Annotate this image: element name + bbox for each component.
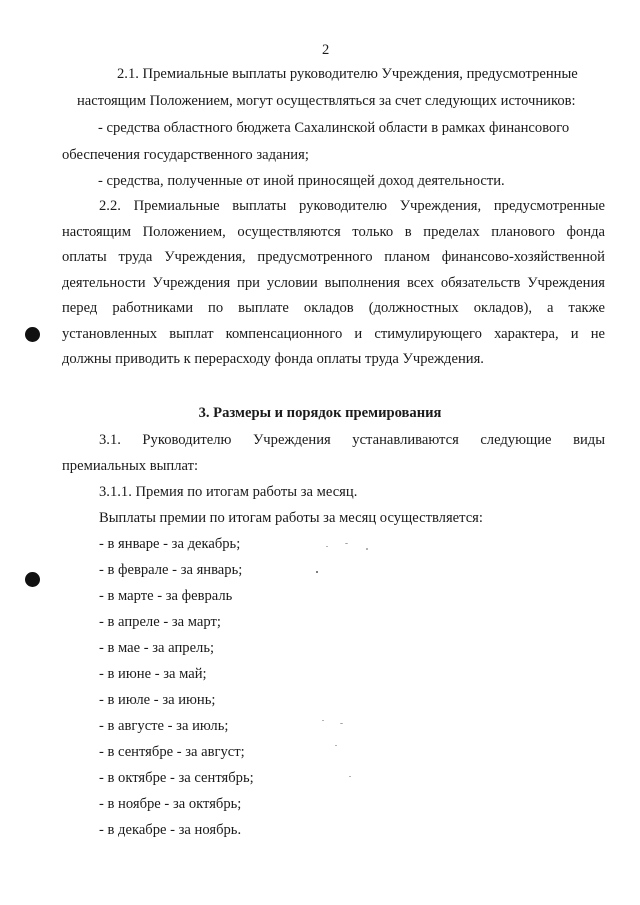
scan-speck (316, 571, 318, 573)
page-number: 2 (322, 42, 330, 58)
paragraph-2-2-line: установленных выплат компенсационного и стимулирующего характера, и не (62, 326, 605, 342)
paragraph-2-2-line: деятельности Учреждения при условии выполнения всех обязательств Учреждения (62, 275, 605, 291)
paragraph-2-2-line: настоящим Положением, осуществляются только в пределах планового фонда (62, 224, 605, 240)
scan-speck (345, 543, 348, 544)
scan-speck (322, 720, 324, 721)
scan-speck (326, 546, 328, 547)
list-item: - в июле - за июнь; (99, 692, 216, 708)
paragraph-2-2-line: должны приводить к перерасходу фонда оплаты труда Учреждения. (62, 351, 484, 367)
list-item: - в ноябре - за октябрь; (99, 796, 242, 812)
list-item: - в октябре - за сентябрь; (99, 770, 254, 786)
scan-speck (366, 548, 368, 550)
list-item: - в мае - за апрель; (99, 640, 215, 656)
paragraph-2-2-line: перед работниками по выплате окладов (должностных окладов), а также (62, 300, 605, 316)
paragraph-3-1-1: 3.1.1. Премия по итогам работы за месяц. (99, 484, 358, 500)
paragraph-2-1-line: - средства областного бюджета Сахалинской области в рамках финансового (98, 120, 570, 136)
scan-speck (340, 723, 343, 724)
paragraph-2-2-line: 2.2. Премиальные выплаты руководителю Учреждения, предусмотренные (99, 198, 605, 214)
paragraph-2-1-line: настоящим Положением, могут осуществляться за счет следующих источников: (77, 93, 576, 109)
list-item: - в январе - за декабрь; (99, 536, 241, 552)
paragraph-3-1-line: 3.1. Руководителю Учреждения устанавливаются следующие виды (99, 432, 605, 448)
paragraph-2-2-line: оплаты труда Учреждения, предусмотренного планом финансово-хозяйственной (62, 249, 605, 265)
paragraph-2-1-line: - средства, полученные от иной приносящей доход деятельности. (98, 173, 505, 189)
list-item: - в апреле - за март; (99, 614, 221, 630)
list-item: - в августе - за июль; (99, 718, 229, 734)
punch-hole (25, 327, 40, 342)
list-item: - в декабре - за ноябрь. (99, 822, 242, 838)
section-heading: 3. Размеры и порядок премирования (198, 405, 442, 421)
list-item: - в марте - за февраль (99, 588, 233, 604)
list-item: - в сентябре - за август; (99, 744, 245, 760)
list-item: - в июне - за май; (99, 666, 207, 682)
scan-speck (349, 776, 351, 777)
scan-speck (335, 745, 337, 746)
paragraph-3-1-1-intro: Выплаты премии по итогам работы за месяц осуществляется: (99, 510, 483, 526)
list-item: - в феврале - за январь; (99, 562, 243, 578)
paragraph-2-1-line: 2.1. Премиальные выплаты руководителю Учреждения, предусмотренные (117, 66, 578, 82)
paragraph-2-1-line: обеспечения государственного задания; (62, 147, 309, 163)
paragraph-3-1-line: премиальных выплат: (62, 458, 199, 474)
punch-hole (25, 572, 40, 587)
